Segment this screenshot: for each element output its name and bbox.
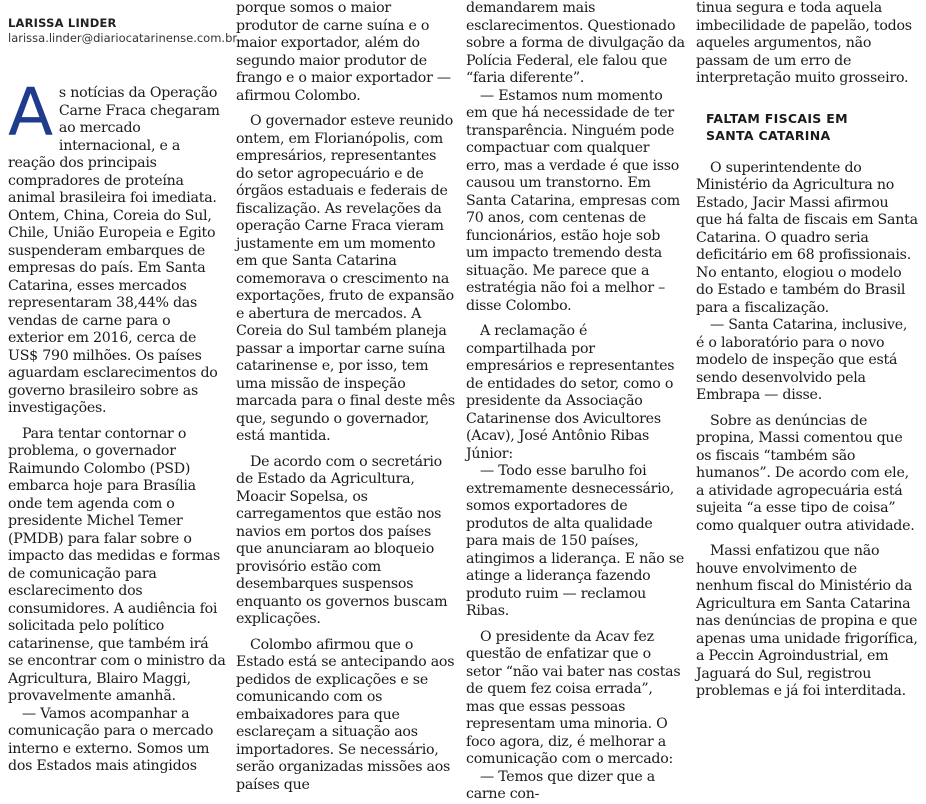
paragraph: — Todo esse barulho foi extremamente desnecessário, somos exportadores de produtos de alta qualidade para mais de 150 países, atingimos a liderança. E não se atinge a liderança fazendo produto ruim — reclamou Ribas. xyxy=(466,463,685,619)
column-3 xyxy=(466,0,685,802)
paragraph: Colombo afirmou que o Estado está se antecipando aos pedidos de explicações e se comunicando com os embaixadores para que esclareçam a situação aos importadores. Se necessário, serão organizadas missões aos países que xyxy=(236,636,455,793)
paragraph: Sobre as denúncias de propina, Massi comentou que os fiscais “também são humanos”. De acordo com ele, a atividade agropecuária está sujeita “a esse tipo de coisa” como qualquer outra atividade. xyxy=(696,412,915,534)
column-4 xyxy=(696,0,918,699)
paragraph: — Temos que dizer que a carne con- xyxy=(466,768,655,802)
paragraph: Massi enfatizou que não houve envolvimento de nenhum fiscal do Ministério da Agricultura em Santa Catarina nas denúncias de propina e que apenas uma unidade frigorífica, a Peccin Agroindustrial, em Jaguará do Sul, registrou problemas e já foi interditada. xyxy=(696,543,918,699)
lead-paragraph xyxy=(8,74,226,418)
paragraph: demandarem mais esclarecimentos. Questionado sobre a forma de divulgação da Polícia Federal, ele falou que “faria diferente”. xyxy=(466,0,685,86)
column-1 xyxy=(8,0,238,774)
paragraph: De acordo com o secretário de Estado da Agricultura, Moacir Sopelsa, os carregamentos que estão nos navios em portos dos países que anunciaram ao bloqueio provisório estão com desembarques suspensos enquanto os governos buscam explicações. xyxy=(236,453,448,627)
paragraph: Para tentar contornar o problema, o governador Raimundo Colombo (PSD) embarca hoje para Brasília onde tem agenda com o presidente Michel Temer (PMDB) para falar sobre o impacto das medidas e formas de comunicação para esclarecimento dos consumidores. A audiência foi solicitada pelo político catarinense, que também irá se encontrar com o ministro da Agricultura, Blairo Maggi, provavelmente amanhã. xyxy=(8,425,226,704)
paragraph: A reclamação é compartilhada por empresários e representantes de entidades do setor, como o presidente da Associação Catarinense dos Avicultores (Acav), José Antônio Ribas Júnior: xyxy=(466,323,675,462)
author-email[interactable]: larissa.linder@diariocatarinense.com.br xyxy=(8,31,238,45)
author-name: LARISSA LINDER xyxy=(8,16,117,30)
drop-cap: A xyxy=(8,74,53,151)
section-subhead xyxy=(706,110,918,144)
paragraph: — Vamos acompanhar a comunicação para o mercado interno e externo. Somos um dos Estados mais atingidos xyxy=(8,705,214,774)
paragraph: O governador esteve reunido ontem, em Florianópolis, com empresários, representantes do setor agropecuário e de órgãos estaduais e federais de fiscalização. As revelações da operação Carne Fraca vieram justamente em um momento em que Santa Catarina comemorava o crescimento na exportações, fruto de expansão e abertura de mercados. A Coreia do Sul também planeja passar a importar carne suína catarinense e, por isso, tem uma missão de inspeção marcada para o final deste mês que, segundo o governador, está mantida. xyxy=(236,113,455,444)
paragraph: porque somos o maior produtor de carne suína e o maior exportador, além do segundo maior produtor de frango e o maior exportador — afirmou Colombo. xyxy=(236,0,451,104)
byline xyxy=(8,0,238,46)
paragraph: O presidente da Acav fez questão de enfatizar que o setor “não vai bater nas costas de quem fez coisa errada”, mas que essas pessoas representam uma minoria. O foco agora, diz, é melhorar a comunicação com o mercado: xyxy=(466,628,681,767)
paragraph: — Estamos num momento em que há necessidade de ter transparência. Ninguém pode compactuar com qualquer erro, mas a verdade é que isso causou um transtorno. Em Santa Catarina, empresas com 70 anos, com centenas de funcionários, estão hoje sob um impacto tremendo desta situação. Me parece que a estratégia não foi a melhor – disse Colombo. xyxy=(466,87,680,314)
paragraph: — Santa Catarina, inclusive, é o laboratório para o novo modelo de inspeção que está sendo desenvolvido pela Embrapa — disse. xyxy=(696,317,908,403)
subhead-line: FALTAM FISCAIS EM xyxy=(706,110,848,126)
paragraph: tinua segura e toda aquela imbecilidade de papelão, todos aqueles argumentos, não passam de um erro de interpretação muito grosseiro. xyxy=(696,0,912,86)
paragraph: s notícias da Operação Carne Fraca chegaram ao mercado internacional, e a reação dos principais compradores de proteína animal brasileira foi imediata. Ontem, China, Coreia do Sul, Chile, União Europeia e Egito suspenderam embarques de empresas do país. Em Santa Catarina, esses mercados representaram 38,44% das vendas de carne para o exterior em 2016, cerca de US$ 790 milhões. Os países aguardam esclarecimentos do governo brasileiro sobre as investigações. xyxy=(8,85,220,416)
paragraph: O superintendente do Ministério da Agricultura no Estado, Jacir Massi afirmou que há falta de fiscais em Santa Catarina. O quadro seria deficitário em 68 profissionais. No entanto, elogiou o modelo do Estado e também do Brasil para a fiscalização. xyxy=(696,159,918,316)
subhead-line: SANTA CATARINA xyxy=(706,127,831,143)
column-2 xyxy=(236,0,455,793)
